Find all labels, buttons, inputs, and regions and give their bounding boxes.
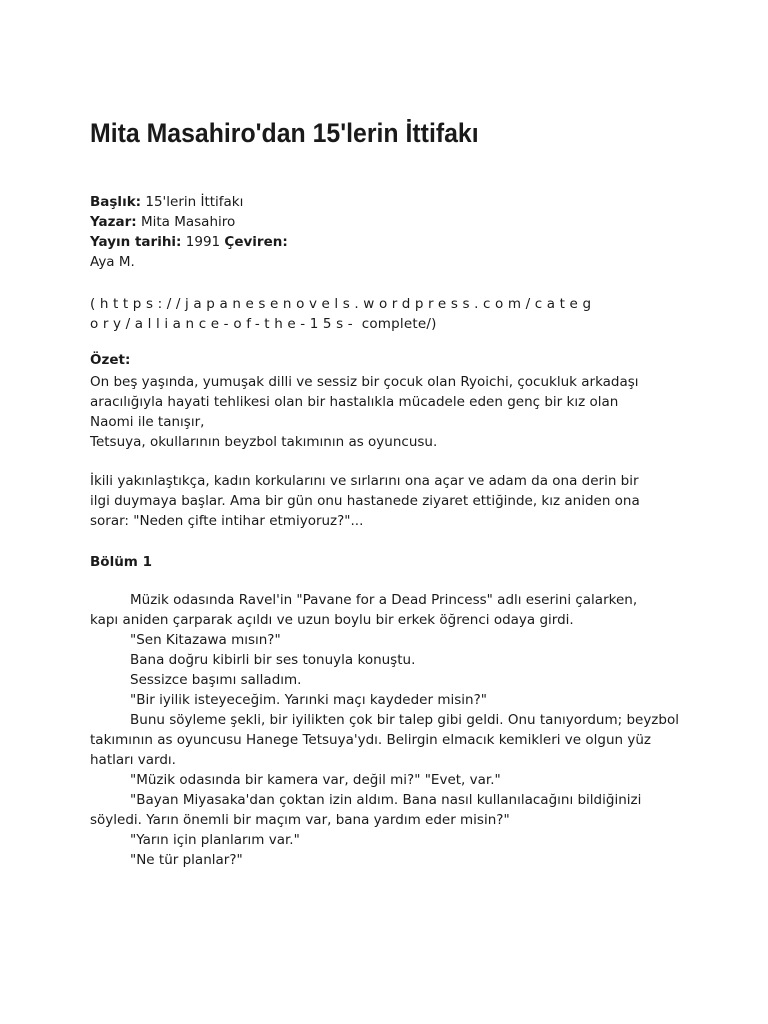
page-title: Mita Masahiro'dan 15'lerin İttifakı [90, 118, 479, 148]
meta-title-line [90, 192, 288, 212]
meta-author-line [90, 212, 288, 232]
meta-date-label: Yayın tarihi: [90, 234, 182, 250]
chapter-line: "Yarın için planlarım var." [130, 832, 300, 848]
summary-line: Tetsuya, okullarının beyzbol takımının as oyuncusu. [90, 434, 438, 450]
metadata-block [90, 192, 288, 272]
summary-heading: Özet: [90, 352, 131, 368]
chapter-line: hatları vardı. [90, 752, 176, 768]
chapter-line: Sessizce başımı salladım. [130, 672, 302, 688]
chapter-line: Bana doğru kibirli bir ses tonuyla konuştu. [130, 652, 416, 668]
chapter-body [90, 590, 720, 870]
chapter-line: "Bir iyilik isteyeceğim. Yarınki maçı kaydeder misin?" [130, 692, 487, 708]
summary-line: On beş yaşında, yumuşak dilli ve sessiz bir çocuk olan Ryoichi, çocukluk arkadaşı [90, 374, 639, 390]
summary-line: Naomi ile tanışır, [90, 414, 205, 430]
meta-title-value: 15'lerin İttifakı [141, 194, 244, 210]
summary-line: İkili yakınlaştıkça, kadın korkularını ve sırlarını ona açar ve adam da ona derin bir [90, 473, 639, 489]
chapter-line: "Sen Kitazawa mısın?" [130, 632, 281, 648]
chapter-heading: Bölüm 1 [90, 554, 152, 570]
source-url[interactable] [90, 294, 650, 334]
meta-date-line [90, 232, 288, 252]
chapter-line: "Bayan Miyasaka'dan çoktan izin aldım. Bana nasıl kullanılacağını bildiğinizi [130, 792, 642, 808]
chapter-line: "Müzik odasında bir kamera var, değil mi?" "Evet, var." [130, 772, 501, 788]
chapter-line: "Ne tür planlar?" [130, 852, 243, 868]
meta-translator-value: Aya M. [90, 254, 135, 270]
summary-paragraph-1 [90, 372, 720, 452]
meta-date-value: 1991 [181, 234, 225, 250]
summary-line: sorar: "Neden çifte intihar etmiyoruz?"... [90, 513, 364, 529]
summary-line: ilgi duymaya başlar. Ama bir gün onu hastanede ziyaret ettiğinde, kız aniden ona [90, 493, 640, 509]
chapter-line: kapı aniden çarparak açıldı ve uzun boylu bir erkek öğrenci odaya girdi. [90, 612, 574, 628]
meta-author-label: Yazar: [90, 214, 137, 230]
chapter-line: Bunu söyleme şekli, bir iyilikten çok bir talep gibi geldi. Onu tanıyordum; beyzbol [130, 712, 679, 728]
url-line-2[interactable] [90, 314, 650, 334]
meta-author-value: Mita Masahiro [136, 214, 236, 230]
summary-line: aracılığıyla hayati tehlikesi olan bir hastalıkla mücadele eden genç bir kız olan [90, 394, 619, 410]
chapter-line: Müzik odasında Ravel'in "Pavane for a Dead Princess" adlı eserini çalarken, [130, 592, 638, 608]
meta-translator-label: Çeviren: [224, 234, 288, 250]
meta-title-label: Başlık: [90, 194, 142, 210]
url-line-1[interactable]: (https://japanesenovels.wordpress.com/categ [90, 296, 596, 312]
summary-paragraph-2 [90, 471, 720, 531]
url-line-2-main[interactable]: ory/alliance-of-the-15s- [90, 316, 358, 332]
chapter-line: söyledi. Yarın önemli bir maçım var, bana yardım eder misin?" [90, 812, 510, 828]
chapter-line: takımının as oyuncusu Hanege Tetsuya'ydı. Belirgin elmacık kemikleri ve olgun yüz [90, 732, 651, 748]
url-line-2-tail[interactable]: complete/) [357, 316, 437, 332]
